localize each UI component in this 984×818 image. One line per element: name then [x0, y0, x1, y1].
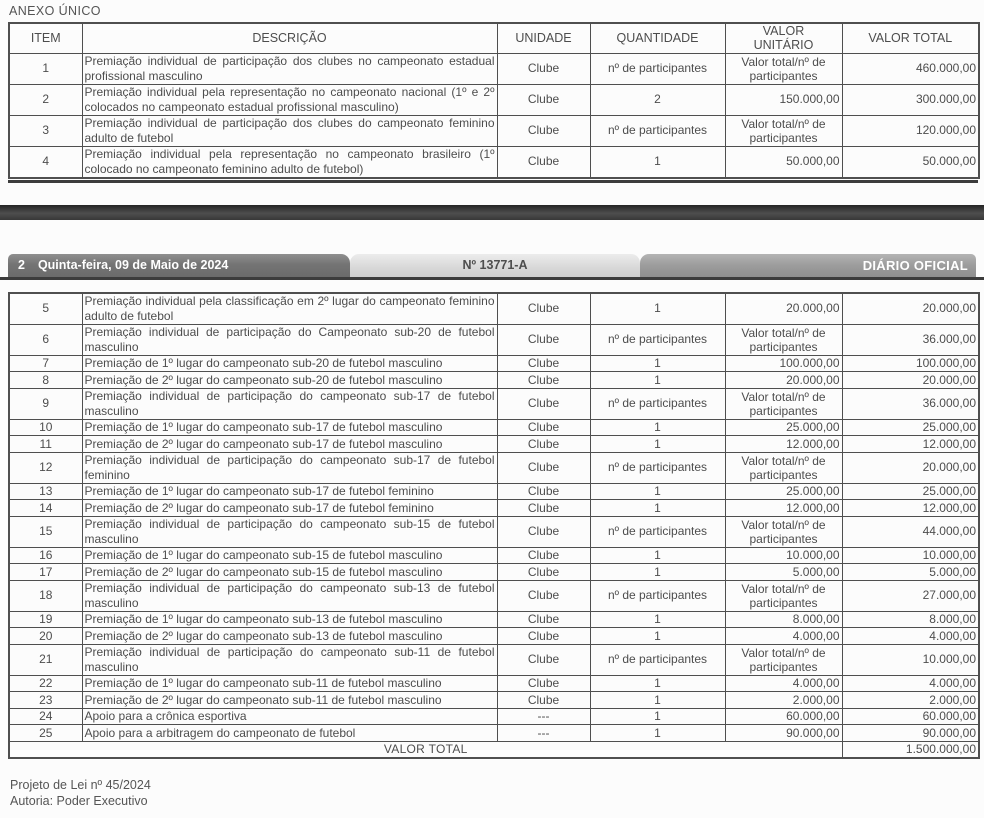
page-number: 2 — [18, 258, 25, 272]
cell-descricao: Premiação de 1º lugar do campeonato sub-13 de futebol masculino — [82, 611, 497, 628]
cell-unidade: Clube — [497, 628, 590, 645]
cell-descricao: Premiação individual de participação do campeonato sub-13 de futebol masculino — [82, 580, 497, 611]
cell-valor_total: 25.000,00 — [842, 483, 979, 500]
col-header: VALOR UNITÁRIO — [725, 23, 842, 53]
col-header: UNIDADE — [497, 23, 590, 53]
cell-item: 22 — [9, 675, 82, 692]
cell-quantidade: 1 — [590, 483, 725, 500]
cell-valor_total: 100.000,00 — [842, 355, 979, 372]
cell-descricao: Premiação individual de participação dos clubes no campeonato estadual profissional masculino — [82, 53, 497, 84]
cell-quantidade: nº de participantes — [590, 580, 725, 611]
table-row — [9, 436, 979, 453]
cell-valor_total: 12.000,00 — [842, 436, 979, 453]
cell-unidade: Clube — [497, 115, 590, 146]
cell-unidade: Clube — [497, 324, 590, 355]
table-row — [9, 355, 979, 372]
cell-unidade: Clube — [497, 293, 590, 325]
cell-unidade: Clube — [497, 146, 590, 178]
cell-valor_unitario: Valor total/nº de participantes — [725, 516, 842, 547]
cell-descricao: Premiação individual pela classificação em 2º lugar do campeonato feminino adulto de futebol — [82, 293, 497, 325]
col-header: DESCRIÇÃO — [82, 23, 497, 53]
cell-valor_total: 300.000,00 — [842, 84, 979, 115]
masthead-rule — [0, 277, 984, 280]
cell-quantidade: 1 — [590, 419, 725, 436]
cell-descricao: Apoio para a crônica esportiva — [82, 708, 497, 725]
table-header — [9, 23, 979, 53]
cell-descricao: Premiação de 1º lugar do campeonato sub-20 de futebol masculino — [82, 355, 497, 372]
cell-valor_total: 50.000,00 — [842, 146, 979, 178]
cell-descricao: Premiação individual de participação dos clubes do campeonato feminino adulto de futebol — [82, 115, 497, 146]
cell-unidade: Clube — [497, 675, 590, 692]
cell-item: 10 — [9, 419, 82, 436]
table-row — [9, 324, 979, 355]
cell-valor_total: 120.000,00 — [842, 115, 979, 146]
footer-project-line: Projeto de Lei nº 45/2024 — [10, 778, 151, 792]
gazette-title: DIÁRIO OFICIAL — [862, 257, 968, 273]
cell-valor_total: 4.000,00 — [842, 628, 979, 645]
masthead-edition-tab — [350, 254, 640, 277]
cell-unidade: --- — [497, 708, 590, 725]
table-row — [9, 146, 979, 178]
cell-valor_unitario: Valor total/nº de participantes — [725, 324, 842, 355]
table-body-page1 — [9, 53, 979, 178]
cell-descricao: Premiação de 1º lugar do campeonato sub-17 de futebol masculino — [82, 419, 497, 436]
cell-valor_total: 90.000,00 — [842, 725, 979, 742]
cell-unidade: Clube — [497, 564, 590, 581]
cell-valor_unitario: 100.000,00 — [725, 355, 842, 372]
cell-quantidade: 1 — [590, 692, 725, 709]
cell-descricao: Premiação de 2º lugar do campeonato sub-20 de futebol masculino — [82, 372, 497, 389]
cell-valor_total: 5.000,00 — [842, 564, 979, 581]
col-header: VALOR TOTAL — [842, 23, 979, 53]
cell-descricao: Premiação de 1º lugar do campeonato sub-17 de futebol feminino — [82, 483, 497, 500]
cell-valor_unitario: Valor total/nº de participantes — [725, 452, 842, 483]
col-header: ITEM — [9, 23, 82, 53]
masthead-date-tab — [8, 254, 350, 277]
cell-valor_unitario: 90.000,00 — [725, 725, 842, 742]
table-row — [9, 115, 979, 146]
table-row — [9, 708, 979, 725]
cell-valor_unitario: 4.000,00 — [725, 628, 842, 645]
cell-descricao: Premiação individual de participação do campeonato sub-17 de futebol feminino — [82, 452, 497, 483]
cell-descricao: Premiação de 2º lugar do campeonato sub-17 de futebol masculino — [82, 436, 497, 453]
cell-quantidade: 1 — [590, 675, 725, 692]
cell-valor_total: 36.000,00 — [842, 388, 979, 419]
cell-unidade: Clube — [497, 611, 590, 628]
cell-descricao: Premiação de 2º lugar do campeonato sub-15 de futebol masculino — [82, 564, 497, 581]
cell-descricao: Premiação individual pela representação no campeonato nacional (1º e 2º colocados no campeonato estadual profissional masculino) — [82, 84, 497, 115]
table-row — [9, 419, 979, 436]
cell-quantidade: nº de participantes — [590, 324, 725, 355]
cell-quantidade: 1 — [590, 436, 725, 453]
cell-valor_unitario: 10.000,00 — [725, 547, 842, 564]
cell-item: 8 — [9, 372, 82, 389]
cell-unidade: Clube — [497, 53, 590, 84]
annex-title: ANEXO ÚNICO — [9, 4, 101, 18]
table-row — [9, 580, 979, 611]
cell-item: 9 — [9, 388, 82, 419]
cell-valor_unitario: 20.000,00 — [725, 293, 842, 325]
page-edge-rule — [8, 180, 978, 183]
cell-unidade: Clube — [497, 500, 590, 517]
table-row — [9, 452, 979, 483]
cell-descricao: Premiação individual de participação do Campeonato sub-20 de futebol masculino — [82, 324, 497, 355]
cell-quantidade: nº de participantes — [590, 388, 725, 419]
cell-item: 19 — [9, 611, 82, 628]
cell-valor_unitario: 5.000,00 — [725, 564, 842, 581]
cell-item: 24 — [9, 708, 82, 725]
table-row — [9, 53, 979, 84]
cell-valor_unitario: 25.000,00 — [725, 419, 842, 436]
cell-valor_total: 44.000,00 — [842, 516, 979, 547]
table-row — [9, 644, 979, 675]
cell-quantidade: 1 — [590, 725, 725, 742]
cell-quantidade: 1 — [590, 564, 725, 581]
masthead-date: Quinta-feira, 09 de Maio de 2024 — [37, 258, 229, 272]
edition-number: Nº 13771-A — [462, 258, 528, 272]
cell-valor_total: 20.000,00 — [842, 293, 979, 325]
cell-valor_unitario: 50.000,00 — [725, 146, 842, 178]
cell-valor_total: 2.000,00 — [842, 692, 979, 709]
table-row — [9, 293, 979, 325]
cell-valor_total: 20.000,00 — [842, 452, 979, 483]
cell-item: 3 — [9, 115, 82, 146]
cell-item: 1 — [9, 53, 82, 84]
table-row — [9, 611, 979, 628]
cell-quantidade: 1 — [590, 146, 725, 178]
table-row — [9, 692, 979, 709]
cell-item: 17 — [9, 564, 82, 581]
cell-descricao: Premiação individual pela representação no campeonato brasileiro (1º colocado no campeonato feminino adulto de futebol) — [82, 146, 497, 178]
cell-valor_total: 25.000,00 — [842, 419, 979, 436]
cell-valor_unitario: 4.000,00 — [725, 675, 842, 692]
table-row — [9, 725, 979, 742]
cell-descricao: Premiação individual de participação do campeonato sub-17 de futebol masculino — [82, 388, 497, 419]
cell-unidade: Clube — [497, 580, 590, 611]
cell-valor_unitario: 12.000,00 — [725, 500, 842, 517]
cell-quantidade: 2 — [590, 84, 725, 115]
cell-quantidade: 1 — [590, 500, 725, 517]
cell-quantidade: 1 — [590, 708, 725, 725]
cell-item: 4 — [9, 146, 82, 178]
cell-item: 2 — [9, 84, 82, 115]
cell-quantidade: 1 — [590, 293, 725, 325]
cell-quantidade: 1 — [590, 372, 725, 389]
cell-valor_total: 12.000,00 — [842, 500, 979, 517]
cell-item: 18 — [9, 580, 82, 611]
cell-descricao: Apoio para a arbitragem do campeonato de futebol — [82, 725, 497, 742]
total-label: VALOR TOTAL — [9, 741, 842, 758]
cell-unidade: Clube — [497, 372, 590, 389]
table-row — [9, 675, 979, 692]
table-row — [9, 564, 979, 581]
cell-quantidade: nº de participantes — [590, 452, 725, 483]
annex-table-page2 — [8, 292, 980, 760]
cell-item: 20 — [9, 628, 82, 645]
cell-valor_total: 10.000,00 — [842, 547, 979, 564]
cell-unidade: Clube — [497, 436, 590, 453]
cell-valor_total: 8.000,00 — [842, 611, 979, 628]
cell-item: 16 — [9, 547, 82, 564]
cell-descricao: Premiação de 2º lugar do campeonato sub-17 de futebol feminino — [82, 500, 497, 517]
cell-valor_unitario: 2.000,00 — [725, 692, 842, 709]
table-row — [9, 628, 979, 645]
cell-item: 14 — [9, 500, 82, 517]
table-body-page2 — [9, 293, 979, 759]
cell-unidade: Clube — [497, 355, 590, 372]
cell-quantidade: nº de participantes — [590, 644, 725, 675]
cell-valor_unitario: 150.000,00 — [725, 84, 842, 115]
cell-unidade: Clube — [497, 692, 590, 709]
cell-descricao: Premiação de 1º lugar do campeonato sub-15 de futebol masculino — [82, 547, 497, 564]
cell-quantidade: 1 — [590, 628, 725, 645]
total-row — [9, 741, 979, 758]
cell-valor_unitario: 12.000,00 — [725, 436, 842, 453]
cell-valor_unitario: Valor total/nº de participantes — [725, 53, 842, 84]
cell-valor_total: 36.000,00 — [842, 324, 979, 355]
cell-valor_unitario: 8.000,00 — [725, 611, 842, 628]
footer-author-line: Autoria: Poder Executivo — [10, 794, 148, 808]
table-row — [9, 372, 979, 389]
cell-valor_unitario: Valor total/nº de participantes — [725, 115, 842, 146]
masthead — [8, 254, 976, 277]
cell-item: 7 — [9, 355, 82, 372]
cell-unidade: Clube — [497, 452, 590, 483]
table-row — [9, 547, 979, 564]
cell-unidade: Clube — [497, 483, 590, 500]
cell-item: 12 — [9, 452, 82, 483]
cell-unidade: Clube — [497, 516, 590, 547]
cell-item: 6 — [9, 324, 82, 355]
cell-descricao: Premiação individual de participação do campeonato sub-15 de futebol masculino — [82, 516, 497, 547]
col-header: QUANTIDADE — [590, 23, 725, 53]
cell-valor_unitario: Valor total/nº de participantes — [725, 388, 842, 419]
cell-valor_unitario: 25.000,00 — [725, 483, 842, 500]
cell-quantidade: 1 — [590, 547, 725, 564]
cell-unidade: Clube — [497, 644, 590, 675]
cell-descricao: Premiação individual de participação do campeonato sub-11 de futebol masculino — [82, 644, 497, 675]
cell-valor_total: 460.000,00 — [842, 53, 979, 84]
cell-item: 15 — [9, 516, 82, 547]
annex-table-page1 — [8, 22, 980, 179]
cell-descricao: Premiação de 1º lugar do campeonato sub-11 de futebol masculino — [82, 675, 497, 692]
document-footer — [10, 777, 984, 809]
table-row — [9, 516, 979, 547]
cell-valor_unitario: 20.000,00 — [725, 372, 842, 389]
cell-quantidade: 1 — [590, 355, 725, 372]
cell-valor_total: 10.000,00 — [842, 644, 979, 675]
cell-quantidade: nº de participantes — [590, 115, 725, 146]
cell-valor_total: 4.000,00 — [842, 675, 979, 692]
page-separator-bar — [0, 205, 984, 220]
table-row — [9, 500, 979, 517]
cell-item: 25 — [9, 725, 82, 742]
header-row — [9, 23, 979, 53]
cell-descricao: Premiação de 2º lugar do campeonato sub-13 de futebol masculino — [82, 628, 497, 645]
cell-quantidade: nº de participantes — [590, 53, 725, 84]
cell-valor_unitario: 60.000,00 — [725, 708, 842, 725]
total-value: 1.500.000,00 — [842, 741, 979, 758]
cell-valor_unitario: Valor total/nº de participantes — [725, 580, 842, 611]
cell-valor_total: 27.000,00 — [842, 580, 979, 611]
cell-valor_total: 60.000,00 — [842, 708, 979, 725]
cell-unidade: Clube — [497, 84, 590, 115]
cell-item: 5 — [9, 293, 82, 325]
cell-item: 21 — [9, 644, 82, 675]
cell-item: 13 — [9, 483, 82, 500]
cell-quantidade: 1 — [590, 611, 725, 628]
cell-unidade: --- — [497, 725, 590, 742]
table-row — [9, 483, 979, 500]
cell-unidade: Clube — [497, 388, 590, 419]
cell-item: 11 — [9, 436, 82, 453]
table-row — [9, 84, 979, 115]
cell-quantidade: nº de participantes — [590, 516, 725, 547]
cell-valor_total: 20.000,00 — [842, 372, 979, 389]
table-row — [9, 388, 979, 419]
cell-unidade: Clube — [497, 547, 590, 564]
cell-unidade: Clube — [497, 419, 590, 436]
cell-valor_unitario: Valor total/nº de participantes — [725, 644, 842, 675]
cell-item: 23 — [9, 692, 82, 709]
masthead-title-tab — [640, 254, 976, 277]
cell-descricao: Premiação de 2º lugar do campeonato sub-11 de futebol masculino — [82, 692, 497, 709]
